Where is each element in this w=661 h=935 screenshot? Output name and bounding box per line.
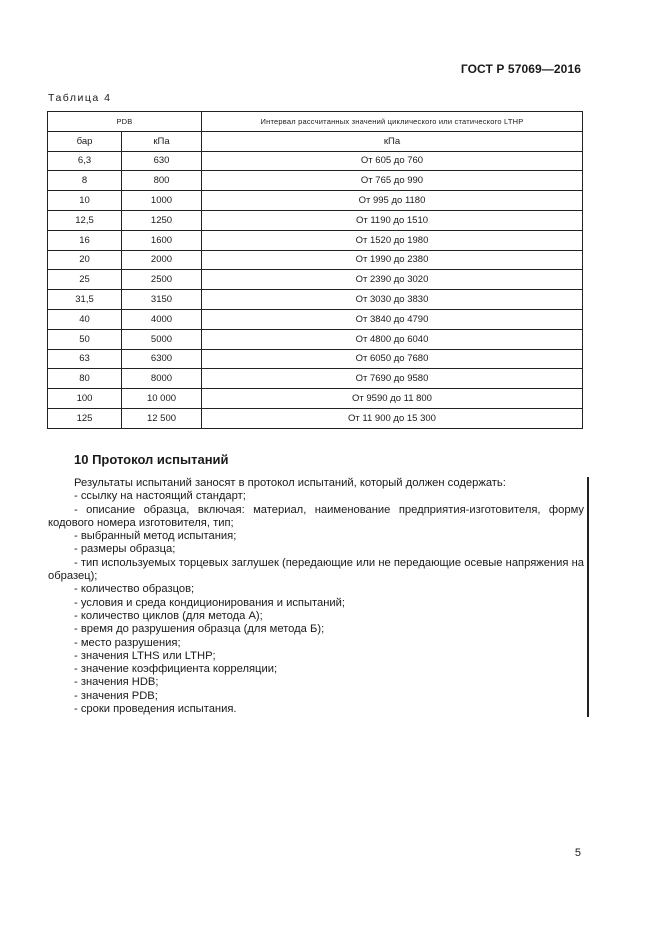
table-row: [48, 309, 583, 329]
table-row: [48, 389, 583, 409]
list-item: - количество циклов (для метода А);: [74, 609, 263, 622]
list-item: - значения LTHS или LTHP;: [74, 649, 216, 662]
cell-pdb-kpa: 1600: [122, 230, 202, 250]
cell-pdb-bar: 8: [48, 171, 122, 191]
requirements-list: [48, 490, 584, 716]
cell-pdb-kpa: 6300: [122, 349, 202, 369]
cell-pdb-bar: 12,5: [48, 210, 122, 230]
table-row: [48, 171, 583, 191]
cell-pdb-bar: 6,3: [48, 151, 122, 171]
header-pdb: PDB: [48, 112, 202, 132]
table-row: [48, 151, 583, 171]
list-item: - время до разрушения образца (для метода Б);: [74, 623, 325, 636]
list-item: - место разрушения;: [74, 636, 181, 649]
document-id: ГОСТ Р 57069—2016: [460, 62, 581, 76]
table-row: [48, 329, 583, 349]
cell-pdb-kpa: 5000: [122, 329, 202, 349]
table-body: [48, 151, 583, 428]
cell-pdb-kpa: 1000: [122, 191, 202, 211]
list-item: - количество образцов;: [74, 583, 195, 596]
page-number: 5: [574, 847, 581, 859]
section-title: 10 Протокол испытаний: [74, 452, 229, 467]
cell-pdb-bar: 40: [48, 309, 122, 329]
cell-pdb-kpa: 1250: [122, 210, 202, 230]
table-row: [48, 369, 583, 389]
table-row: [48, 408, 583, 428]
unit-bar: бар: [48, 131, 122, 151]
cell-pdb-kpa: 2000: [122, 250, 202, 270]
cell-pdb-kpa: 8000: [122, 369, 202, 389]
cell-pdb-kpa: 2500: [122, 270, 202, 290]
cell-pdb-bar: 25: [48, 270, 122, 290]
cell-pdb-bar: 80: [48, 369, 122, 389]
unit-kpa: кПа: [122, 131, 202, 151]
list-item: - сроки проведения испытания.: [74, 703, 237, 716]
table-row: [48, 230, 583, 250]
table-row: [48, 290, 583, 310]
cell-interval: От 9590 до 11 800: [202, 389, 583, 409]
cell-pdb-bar: 125: [48, 408, 122, 428]
cell-pdb-kpa: 630: [122, 151, 202, 171]
list-item: - значение коэффициента корреляции;: [74, 663, 278, 676]
header-interval: Интервал рассчитанных значений циклического или статического LTHP: [202, 112, 583, 132]
cell-interval: От 11 900 до 15 300: [202, 408, 583, 428]
cell-pdb-bar: 100: [48, 389, 122, 409]
cell-pdb-bar: 16: [48, 230, 122, 250]
cell-interval: От 765 до 990: [202, 171, 583, 191]
cell-pdb-bar: 10: [48, 191, 122, 211]
table-units-row: [48, 131, 583, 151]
cell-interval: От 1190 до 1510: [202, 210, 583, 230]
cell-interval: От 995 до 1180: [202, 191, 583, 211]
cell-pdb-kpa: 3150: [122, 290, 202, 310]
list-item: - выбранный метод испытания;: [74, 530, 237, 543]
cell-pdb-bar: 63: [48, 349, 122, 369]
list-item: - значения HDB;: [74, 676, 159, 689]
list-item: - значения PDB;: [74, 689, 158, 702]
list-item: - тип используемых торцевых заглушек (передающие или не передающие осевые напряжения на образец);: [48, 556, 584, 583]
cell-interval: От 1990 до 2380: [202, 250, 583, 270]
table-caption: Таблица 4: [48, 92, 112, 104]
list-item: - размеры образца;: [74, 543, 176, 556]
cell-interval: От 2390 до 3020: [202, 270, 583, 290]
cell-pdb-bar: 50: [48, 329, 122, 349]
unit-interval-kpa: кПа: [202, 131, 583, 151]
cell-pdb-bar: 31,5: [48, 290, 122, 310]
table-row: [48, 250, 583, 270]
table-row: [48, 349, 583, 369]
cell-interval: От 3840 до 4790: [202, 309, 583, 329]
cell-interval: От 1520 до 1980: [202, 230, 583, 250]
section-body: [48, 477, 584, 716]
cell-pdb-kpa: 12 500: [122, 408, 202, 428]
table-row: [48, 270, 583, 290]
cell-interval: От 3030 до 3830: [202, 290, 583, 310]
list-item: - ссылку на настоящий стандарт;: [74, 490, 246, 503]
list-item: - описание образца, включая: материал, наименование предприятия-изготовителя, форму кодового номера изготовителя, тип;: [48, 503, 584, 529]
change-bar: [587, 477, 589, 717]
cell-pdb-kpa: 10 000: [122, 389, 202, 409]
pdb-table: [47, 111, 583, 429]
cell-pdb-bar: 20: [48, 250, 122, 270]
table-row: [48, 210, 583, 230]
cell-interval: От 7690 до 9580: [202, 369, 583, 389]
cell-pdb-kpa: 800: [122, 171, 202, 191]
table-row: [48, 191, 583, 211]
cell-interval: От 4800 до 6040: [202, 329, 583, 349]
table-header-row: [48, 112, 583, 132]
cell-pdb-kpa: 4000: [122, 309, 202, 329]
cell-interval: От 6050 до 7680: [202, 349, 583, 369]
cell-interval: От 605 до 760: [202, 151, 583, 171]
list-item: - условия и среда кондиционирования и испытаний;: [74, 596, 346, 609]
section-intro: Результаты испытаний заносят в протокол испытаний, который должен содержать:: [74, 477, 506, 489]
